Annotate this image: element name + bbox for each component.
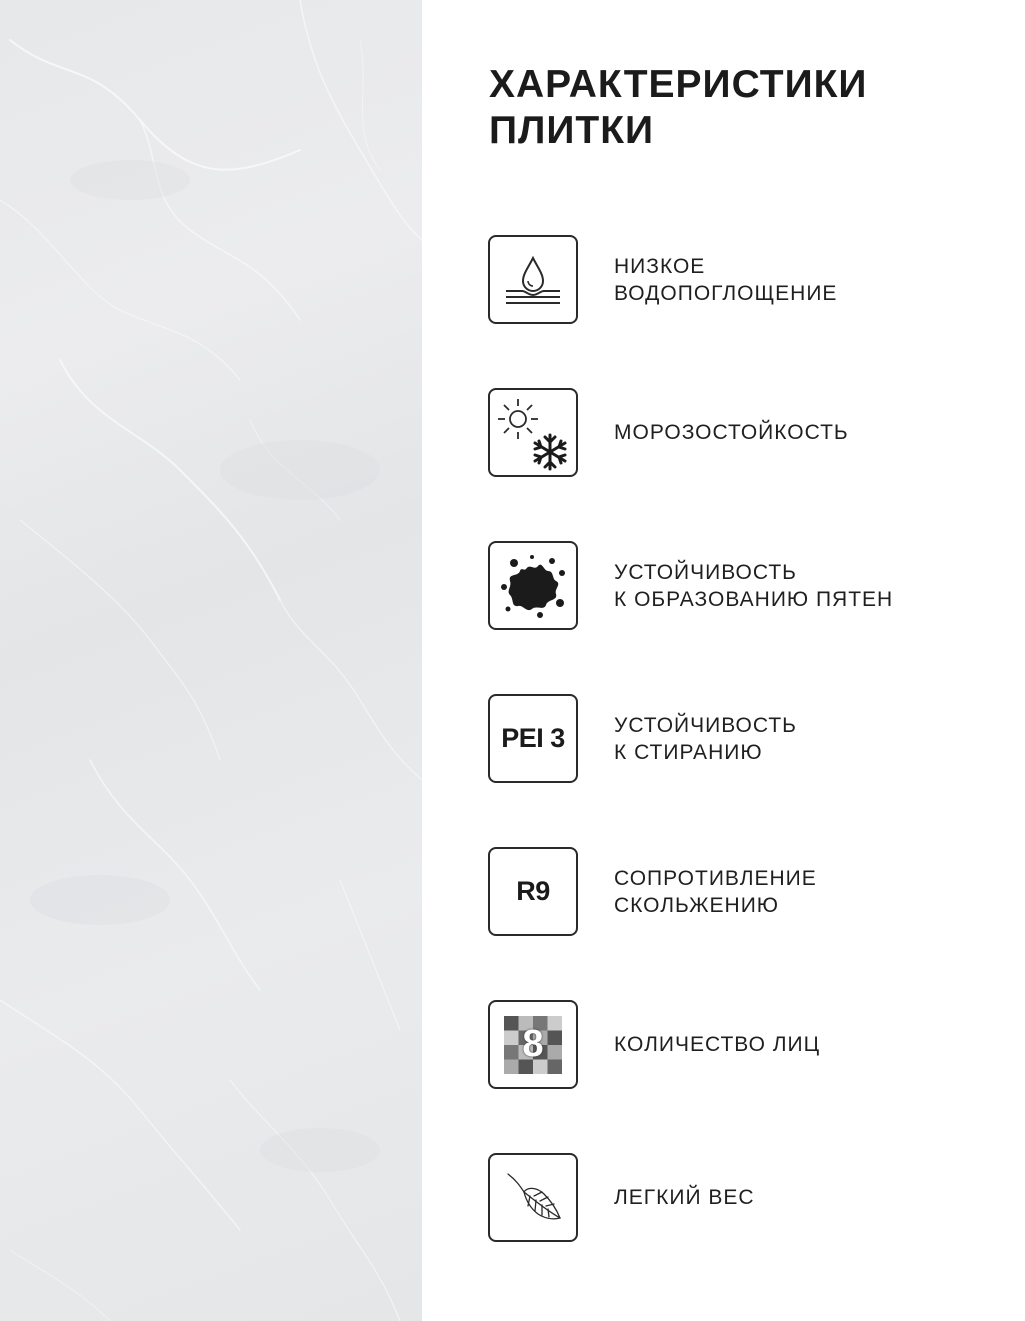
feature-stain-resistance — [488, 541, 1008, 631]
feature-label: НИЗКОЕ ВОДОПОГЛОЩЕНИЕ — [614, 254, 838, 305]
feature-water-absorption — [488, 235, 1008, 325]
feature-label: УСТОЙЧИВОСТЬ К СТИРАНИЮ — [614, 713, 797, 764]
feature-label: УСТОЙЧИВОСТЬ К ОБРАЗОВАНИЮ ПЯТЕН — [614, 560, 894, 611]
feature-slip-resistance — [488, 847, 1008, 937]
feature-label: КОЛИЧЕСТВО ЛИЦ — [614, 1033, 821, 1056]
tile-sample-image — [0, 0, 422, 1321]
page-title-line-2: ПЛИТКИ — [489, 109, 655, 152]
stain-splash-icon — [488, 541, 578, 630]
faces-count-icon — [488, 1000, 578, 1089]
feature-abrasion-resistance — [488, 694, 1008, 784]
r9-icon: R9 — [488, 847, 578, 936]
water-drop-icon — [488, 235, 578, 324]
pei-icon: PEI 3 — [488, 694, 578, 783]
checker-grid: 8 — [504, 1016, 562, 1074]
feature-label: МОРОЗОСТОЙКОСТЬ — [614, 421, 849, 444]
page-title-line-1: ХАРАКТЕРИСТИКИ — [489, 63, 868, 106]
feature-label: ЛЕГКИЙ ВЕС — [614, 1186, 755, 1209]
feather-icon — [488, 1153, 578, 1242]
sun-snowflake-icon — [488, 388, 578, 477]
feature-frost-resistance — [488, 388, 1008, 478]
feature-faces-count — [488, 1000, 1008, 1090]
feature-label: СОПРОТИВЛЕНИЕ СКОЛЬЖЕНИЮ — [614, 866, 817, 917]
feature-light-weight — [488, 1153, 1008, 1243]
page-title — [489, 62, 1009, 154]
